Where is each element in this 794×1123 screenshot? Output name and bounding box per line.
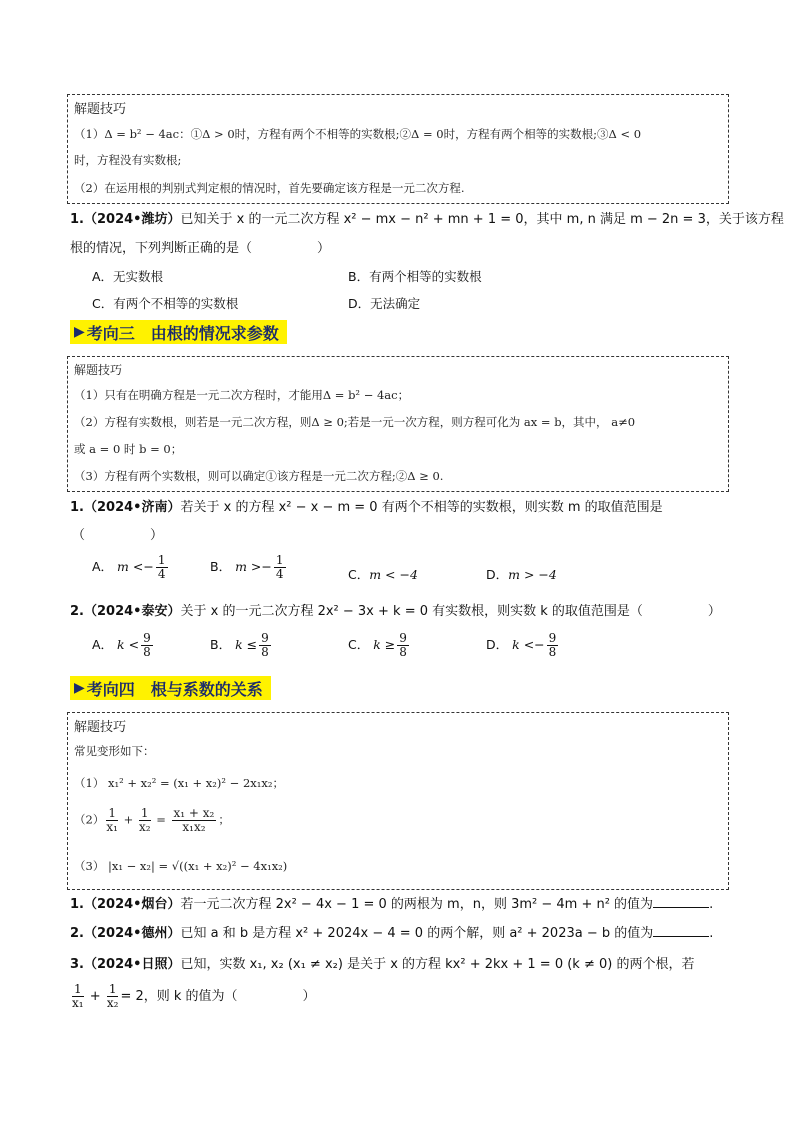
option-var: m: [235, 559, 247, 574]
option-var: m: [117, 559, 129, 574]
question-number: 1.: [70, 500, 84, 515]
option-label: C．: [348, 567, 370, 582]
formula-label: （2）: [74, 812, 105, 827]
question-4: [70, 893, 713, 912]
option-a[interactable]: [92, 554, 170, 581]
option-var: k: [235, 637, 243, 652]
option-var: k: [373, 637, 381, 652]
option-label: A．: [92, 559, 114, 574]
option-relation: <: [523, 637, 535, 652]
option-label: B．: [210, 637, 232, 652]
section-heading-3: [70, 320, 287, 344]
question-number: 1.: [70, 897, 84, 912]
triangle-icon: ▶: [74, 680, 85, 696]
tip-line: （2）方程有实数根，则若是一元二次方程，则Δ ≥ 0;若是一元一次方程，则方程可化为 ax = b，其中， a≠0: [74, 415, 636, 429]
option-label: B．: [210, 559, 232, 574]
tip-box-1: [67, 94, 729, 204]
fraction: $\frac{\text{x₁ + x₂}}{\text{x₁x₂}}$: [173, 806, 215, 834]
tip-title: 解题技巧: [74, 720, 127, 735]
option-a[interactable]: A．无实数根: [92, 269, 164, 284]
option-label: C．: [348, 637, 370, 652]
fraction: $\frac{1}{\text{x₁}}$: [106, 806, 118, 834]
question-number: 2.: [70, 604, 84, 619]
fraction: $\frac{9}{8}$: [548, 631, 557, 659]
formula-3: （3） |x₁ − x₂| = √((x₁ + x₂)² − 4x₁x₂): [74, 859, 288, 873]
question-text: 若关于 x 的方程 x² − x − m = 0 有两个不相等的实数根，则实数 m 的取值范围是: [180, 500, 663, 515]
tip-line: （1）Δ = b² − 4ac：①Δ > 0时，方程有两个不相等的实数根;②Δ = 0时，方程有两个相等的实数根;③Δ < 0: [74, 127, 642, 141]
question-source: （2024•济南）: [83, 500, 181, 515]
question-end: .: [709, 926, 714, 941]
option-d[interactable]: [486, 565, 557, 583]
question-source: （2024•德州）: [83, 926, 181, 941]
section-label: 考向四: [86, 679, 135, 699]
answer-blank[interactable]: [653, 924, 709, 937]
fraction: $\frac{9}{8}$: [399, 631, 407, 659]
question-text: 关于 x 的一元二次方程 2x² − 3x + k = 0 有实数根，则实数 k 的取值范围是（ ）: [180, 604, 721, 619]
option-relation: <: [132, 559, 144, 574]
option-b[interactable]: [210, 554, 288, 581]
formula-2: （2） $\frac{1}{\text{x₁}}$ + $\frac{1}{\text{x₂}}$ = $\frac{\text{x₁ + x₂}}{\text{x₁x₂}}$ ；: [74, 806, 230, 834]
question-end: .: [709, 897, 714, 912]
fraction: $\frac{1}{\text{x₂}}$: [138, 806, 151, 834]
option-d[interactable]: D．无法确定: [348, 296, 421, 311]
formula-1: （1） x₁² + x₂² = (x₁ + x₂)² − 2x₁x₂；: [74, 776, 284, 790]
fraction: $\frac{1}{\text{x₂}}$: [106, 982, 119, 1010]
question-text: = 2，则 k 的值为（ ）: [120, 989, 316, 1004]
option-label: A．: [92, 637, 114, 652]
question-6-line-1: [70, 953, 694, 972]
question-source: （2024•日照）: [83, 957, 181, 972]
option-b[interactable]: [210, 632, 273, 659]
tip-line: 或 a = 0 时 b = 0；: [74, 442, 183, 456]
question-text: 已知，实数 x₁, x₂ (x₁ ≠ x₂) 是关于 x 的方程 kx² + 2kx + 1 = 0 (k ≠ 0) 的两个根，若: [180, 957, 695, 972]
section-title: 根与系数的关系: [150, 679, 263, 699]
question-3-line-1: [70, 600, 721, 619]
option-text: m > −4: [508, 567, 557, 582]
question-source: （2024•潍坊）: [83, 212, 181, 227]
formula-end: ；: [218, 812, 230, 827]
tip-line: （2）在运用根的判别式判定根的情况时，首先要确定该方程是一元二次方程.: [74, 181, 465, 195]
option-a[interactable]: [92, 632, 155, 659]
option-var: k: [117, 637, 125, 652]
fraction: $\frac{1}{4}$: [157, 553, 166, 581]
option-d[interactable]: [486, 632, 560, 659]
option-b[interactable]: B．有两个相等的实数根: [348, 269, 482, 284]
question-1-line-2: 根的情况，下列判断正确的是（ ）: [70, 241, 331, 256]
triangle-icon: ▶: [74, 324, 85, 340]
question-6-line-2: $\frac{1}{\text{x₁}}$ + $\frac{1}{\text{x₂}}$ = 2，则 k 的值为（ ）: [72, 982, 316, 1010]
fraction: $\frac{9}{8}$: [143, 631, 151, 659]
tip-box-2: [67, 356, 729, 492]
section-heading-4: [70, 676, 271, 700]
option-text: m < −4: [369, 567, 418, 582]
option-relation: <: [128, 637, 140, 652]
answer-blank[interactable]: [653, 895, 709, 908]
tip-title: 解题技巧: [74, 102, 127, 117]
tip-title: 解题技巧: [74, 363, 123, 377]
question-number: 2.: [70, 926, 84, 941]
fraction: $\frac{9}{8}$: [261, 631, 269, 659]
option-relation: ≥: [384, 637, 396, 652]
option-sign: −: [534, 637, 545, 652]
question-1-line-1: [70, 208, 784, 227]
option-var: k: [512, 637, 520, 652]
option-c[interactable]: [348, 632, 411, 659]
tip-line: （3）方程有两个实数根，则可以确定①该方程是一元二次方程;②Δ ≥ 0.: [74, 469, 444, 483]
tip-line: （1）只有在明确方程是一元二次方程时，才能用Δ = b² − 4ac；: [74, 388, 410, 402]
fraction: $\frac{1}{4}$: [275, 553, 284, 581]
question-text: 已知 a 和 b 是方程 x² + 2024x − 4 = 0 的两个解，则 a² + 2023a − b 的值为: [180, 926, 654, 941]
option-label: D．: [486, 637, 509, 652]
question-number: 3.: [70, 957, 84, 972]
section-label: 考向三: [86, 323, 135, 343]
question-2-line-1: [70, 496, 663, 515]
option-relation: >: [250, 559, 262, 574]
option-label: D．: [486, 567, 509, 582]
question-2-line-2: （ ）: [72, 528, 164, 543]
question-source: （2024•泰安）: [83, 604, 181, 619]
question-number: 1.: [70, 212, 84, 227]
option-sign: −: [261, 559, 272, 574]
question-text: 若一元二次方程 2x² − 4x − 1 = 0 的两根为 m，n，则 3m² − 4m + n² 的值为: [180, 897, 654, 912]
question-5: [70, 922, 713, 941]
option-sign: −: [143, 559, 154, 574]
fraction: $\frac{1}{\text{x₁}}$: [72, 982, 84, 1010]
tip-line: 时，方程没有实数根;: [74, 153, 182, 167]
tip-box-3: [67, 712, 729, 890]
question-source: （2024•烟台）: [83, 897, 181, 912]
section-title: 由根的情况求参数: [150, 323, 279, 343]
option-c[interactable]: C．有两个不相等的实数根: [92, 296, 239, 311]
option-c[interactable]: [348, 565, 418, 583]
tip-intro: 常见变形如下：: [74, 744, 155, 758]
question-text: 已知关于 x 的一元二次方程 x² − mx − n² + mn + 1 = 0，其中 m, n 满足 m − 2n = 3，关于该方程: [180, 212, 784, 227]
option-relation: ≤: [246, 637, 258, 652]
